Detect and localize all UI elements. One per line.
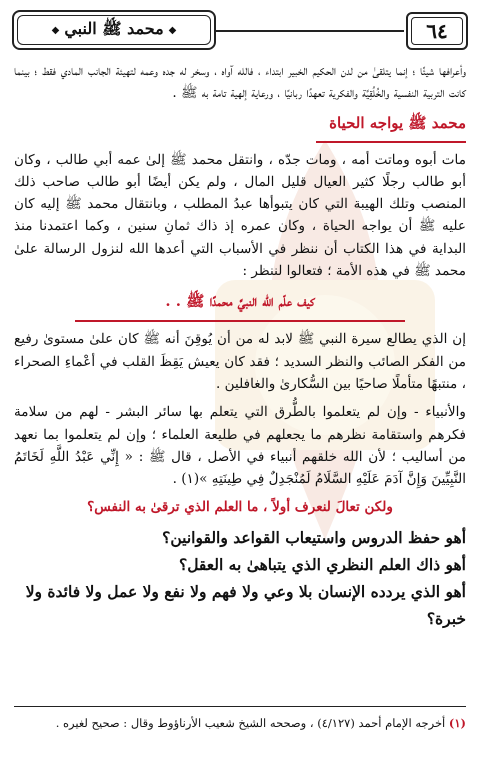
footnote-divider [14,706,466,707]
footnote-marker: (١) [448,716,466,730]
section-heading-2: كيف علّم الله النبيَّ محمدًا ﷺ . . [165,292,315,311]
paragraph-2: مات أبوه وماتت أمه ، ومات جدّه ، وانتقل محمد ﷺ إلىٰ عمه أبي طالب ، وكان أبو طالب رجلًا كثير العيال قليل المال ، ولم يكن أيضًا أبو طالب صاحب ذلك المنصب وتلك الهيبة التي كان يتبوأها عبدُ المطلب ، وبانتقال محمد ﷺ إليه كان عليه ﷺ أن يواجه الحياة ، وكان عمره إذ ذاك ثمانِ سنين ، وكما اعتمدنا منذ البداية في هذا الكتاب أن ننظر في الأسباب التي أعدها الله لنزول الرسالة علىٰ محمد ﷺ في هذه الأمة ؛ فتعالوا لننظر : [14,151,466,280]
question-list [14,524,466,632]
page-header [10,8,470,52]
ornament-dot-icon: ◆ [168,24,177,36]
page-number: ٦٤ [426,19,448,43]
book-title-frame [12,10,216,50]
section-heading-1: محمد ﷺ يواجه الحياة [329,113,466,132]
question-line: أهو حفظ الدروس واستيعاب القواعد والقوانين؟ [162,528,466,548]
question-line: أهو ذاك العلم النظري الذي يتباهىٰ به العقل؟ [178,555,466,575]
page-body [14,60,466,632]
ornament-dot-icon: ◆ [51,24,60,36]
page-number-frame [406,12,468,50]
header-divider [216,30,404,32]
heading-underline [316,141,466,143]
book-title: محمد ﷺ النبي [64,18,164,38]
paragraph-4: والأنبياء - وإن لم يتعلموا بالطُّرق التي يتعلم بها سائر البشر - لهم من سلامة فكرهم واستقامة نظرهم ما يجعلهم في طليعة العلماء ؛ وإن لم يتعلموا بما نعهد من أساليب ؛ لأن الله خلقهم أنبياء في الأصل ، قال ﷺ : « إِنِّي عَبْدُ اللَّهِ لَخَاتَمُ النَّبِيِّينَ وَإِنَّ آدَمَ عَلَيْهِ السَّلَامُ لَمُنْجَدِلٌ فِي طِينَتِهِ »(١) . [14,404,466,488]
footnote-text: أخرجه الإمام أحمد (٤/١٢٧) ، وصححه الشيخ شعيب الأرناؤوط وقال : صحيح لغيره . [55,716,446,730]
footnote [14,714,466,732]
paragraph-1: وأعرافها شيئًا ؛ إنما يتلقىٰ من لدن الحكيم الخبير ابتداء ، فالله آواه ، وسخر له جده وعمه لتهيئة الجانب المادي فقط ؛ بينما كانت التربية النفسية والخُلُقِيَّة والفكرية تعهدًا ربانيًا ، ورعاية إلهية تامة به ﷺ . [14,63,466,102]
paragraph-3: إن الذي يطالع سيرة النبي ﷺ لابد له من أن يُوقِنَ أنه ﷺ كان علىٰ مستوىٰ رفيع من الفكر الصائب والنظر السديد ؛ فقد كان يعيش يَقِظَ القلب في أعْماءِ الصحراء ، منتبهًا متأملًا صاحيًا بين السُّكارىٰ والغافلين . [14,331,466,392]
heading-underline [75,320,405,322]
section-heading-3: ولكن تعالَ لنعرف أولاً ، ما العلم الذي ترقىٰ به النفس؟ [87,499,393,516]
question-line: أهو الذي يردده الإنسان بلا وعي ولا فهم ولا نفع ولا عمل ولا فائدة ولا خبرة؟ [25,582,466,629]
